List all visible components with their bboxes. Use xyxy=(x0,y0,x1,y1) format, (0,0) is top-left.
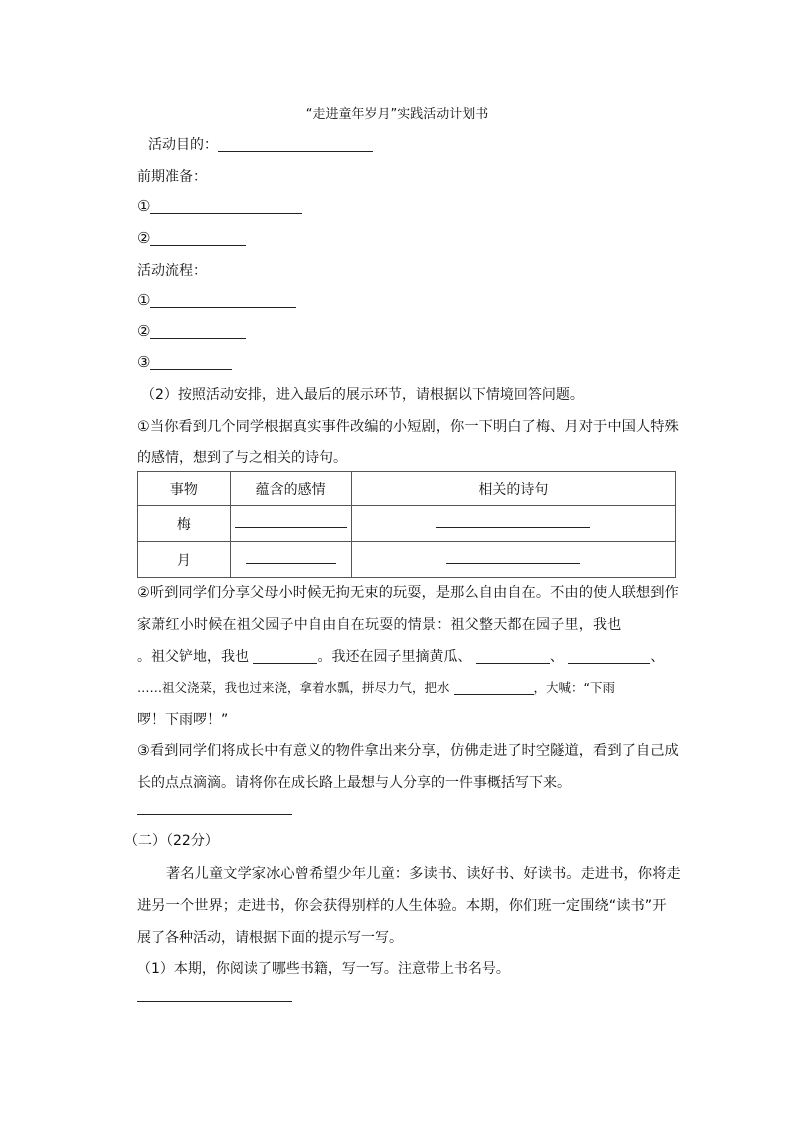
item3-answer-line[interactable] xyxy=(137,814,292,815)
flow-item-3 xyxy=(137,353,232,371)
table-cell-thing: 月 xyxy=(138,542,231,578)
q2-item2-line3 xyxy=(137,646,664,666)
table-cell-poem xyxy=(351,506,675,542)
q2-item2-line4 xyxy=(137,678,615,696)
purpose-answer-blank[interactable] xyxy=(218,137,373,152)
hoe-answer-blank[interactable] xyxy=(253,649,317,664)
table-cell-poem xyxy=(351,542,675,578)
q2-item3-line1: ③看到同学们将成长中有意义的物件拿出来分享，仿佛走进了时空隧道，看到了自己成 xyxy=(137,743,679,759)
section2-q1: （1）本期，你阅读了哪些书籍，写一写。注意带上书名号。 xyxy=(137,961,510,977)
q2-item2-line1: ②听到同学们分享父母小时候无拘无束的玩耍，是那么自由自在。不由的使人联想到作 xyxy=(137,585,679,601)
prep-item-number: ② xyxy=(137,229,151,247)
pick-answer-blank-2[interactable] xyxy=(568,649,650,664)
flow-item-1 xyxy=(137,291,296,309)
books-answer-line[interactable] xyxy=(137,1001,292,1002)
poem-blank[interactable] xyxy=(436,515,590,528)
text-segment: 、 xyxy=(549,649,564,665)
text-segment: ……祖父浇菜，我也过来浇，拿着水瓢，拼尽力气，把水 xyxy=(137,680,450,695)
table-row xyxy=(138,506,676,542)
q2-item3-line2: 长的点点滴滴。请将你在成长路上最想与人分享的一件事概括写下来。 xyxy=(137,775,571,791)
flow-item-number: ① xyxy=(137,291,151,309)
table-header-cell: 蕴含的感情 xyxy=(230,472,351,506)
water-answer-blank[interactable] xyxy=(454,680,534,695)
prep-label: 前期准备： xyxy=(137,169,207,185)
q2-item1-line2: 的感情，想到了与之相关的诗句。 xyxy=(137,450,347,466)
text-segment: 、 xyxy=(650,649,665,665)
poem-table xyxy=(137,471,676,578)
table-header-cell: 事物 xyxy=(138,472,231,506)
q2-item2-line5: 啰！下雨啰！” xyxy=(137,712,229,728)
section2-para-line2: 进另一个世界；走进书，你会获得别样的人生体验。本期，你们班一定围绕“读书”开 xyxy=(137,898,667,914)
flow-item-2 xyxy=(137,322,246,340)
flow-label: 活动流程： xyxy=(137,263,207,279)
flow-item-2-blank[interactable] xyxy=(150,324,246,339)
table-cell-thing: 梅 xyxy=(138,506,231,542)
text-segment: ，大喊：“下雨 xyxy=(533,680,615,695)
prep-item-2-blank[interactable] xyxy=(150,231,246,246)
flow-item-3-blank[interactable] xyxy=(150,355,232,370)
table-row xyxy=(138,542,676,578)
prep-item-number: ① xyxy=(137,197,151,215)
table-cell-feeling xyxy=(230,506,351,542)
purpose-row xyxy=(148,134,373,154)
q2-intro: （2）按照活动安排，进入最后的展示环节，请根据以下情境回答问题。 xyxy=(141,387,584,403)
prep-item-2 xyxy=(137,229,246,247)
feeling-blank[interactable] xyxy=(235,515,347,528)
page-title: “走进童年岁月”实践活动计划书 xyxy=(305,107,489,122)
table-header-cell: 相关的诗句 xyxy=(351,472,675,506)
pick-answer-blank-1[interactable] xyxy=(476,649,550,664)
section2-para-line1: 著名儿童文学家冰心曾希望少年儿童：多读书、读好书、好读书。走进书，你将走 xyxy=(166,866,681,882)
flow-item-1-blank[interactable] xyxy=(150,293,296,308)
text-segment: 。祖父铲地，我也 xyxy=(137,649,249,665)
purpose-label: 活动目的： xyxy=(148,137,218,153)
table-header-row xyxy=(138,472,676,506)
q2-item2-line2: 家萧红小时候在祖父园子中自由自在玩耍的情景：祖父整天都在园子里，我也 xyxy=(137,617,622,633)
prep-item-1-blank[interactable] xyxy=(150,199,302,214)
text-segment: 。我还在园子里摘黄瓜、 xyxy=(317,649,472,665)
poem-blank[interactable] xyxy=(446,551,580,564)
q2-item1-line1: ①当你看到几个同学根据真实事件改编的小短剧，你一下明白了梅、月对于中国人特殊 xyxy=(137,419,679,435)
section2-heading: （二）（22分） xyxy=(124,833,219,849)
prep-item-1 xyxy=(137,197,302,215)
flow-item-number: ② xyxy=(137,322,151,340)
feeling-blank[interactable] xyxy=(246,551,336,564)
flow-item-number: ③ xyxy=(137,353,151,371)
section2-para-line3: 展了各种活动，请根据下面的提示写一写。 xyxy=(137,930,403,946)
table-cell-feeling xyxy=(230,542,351,578)
